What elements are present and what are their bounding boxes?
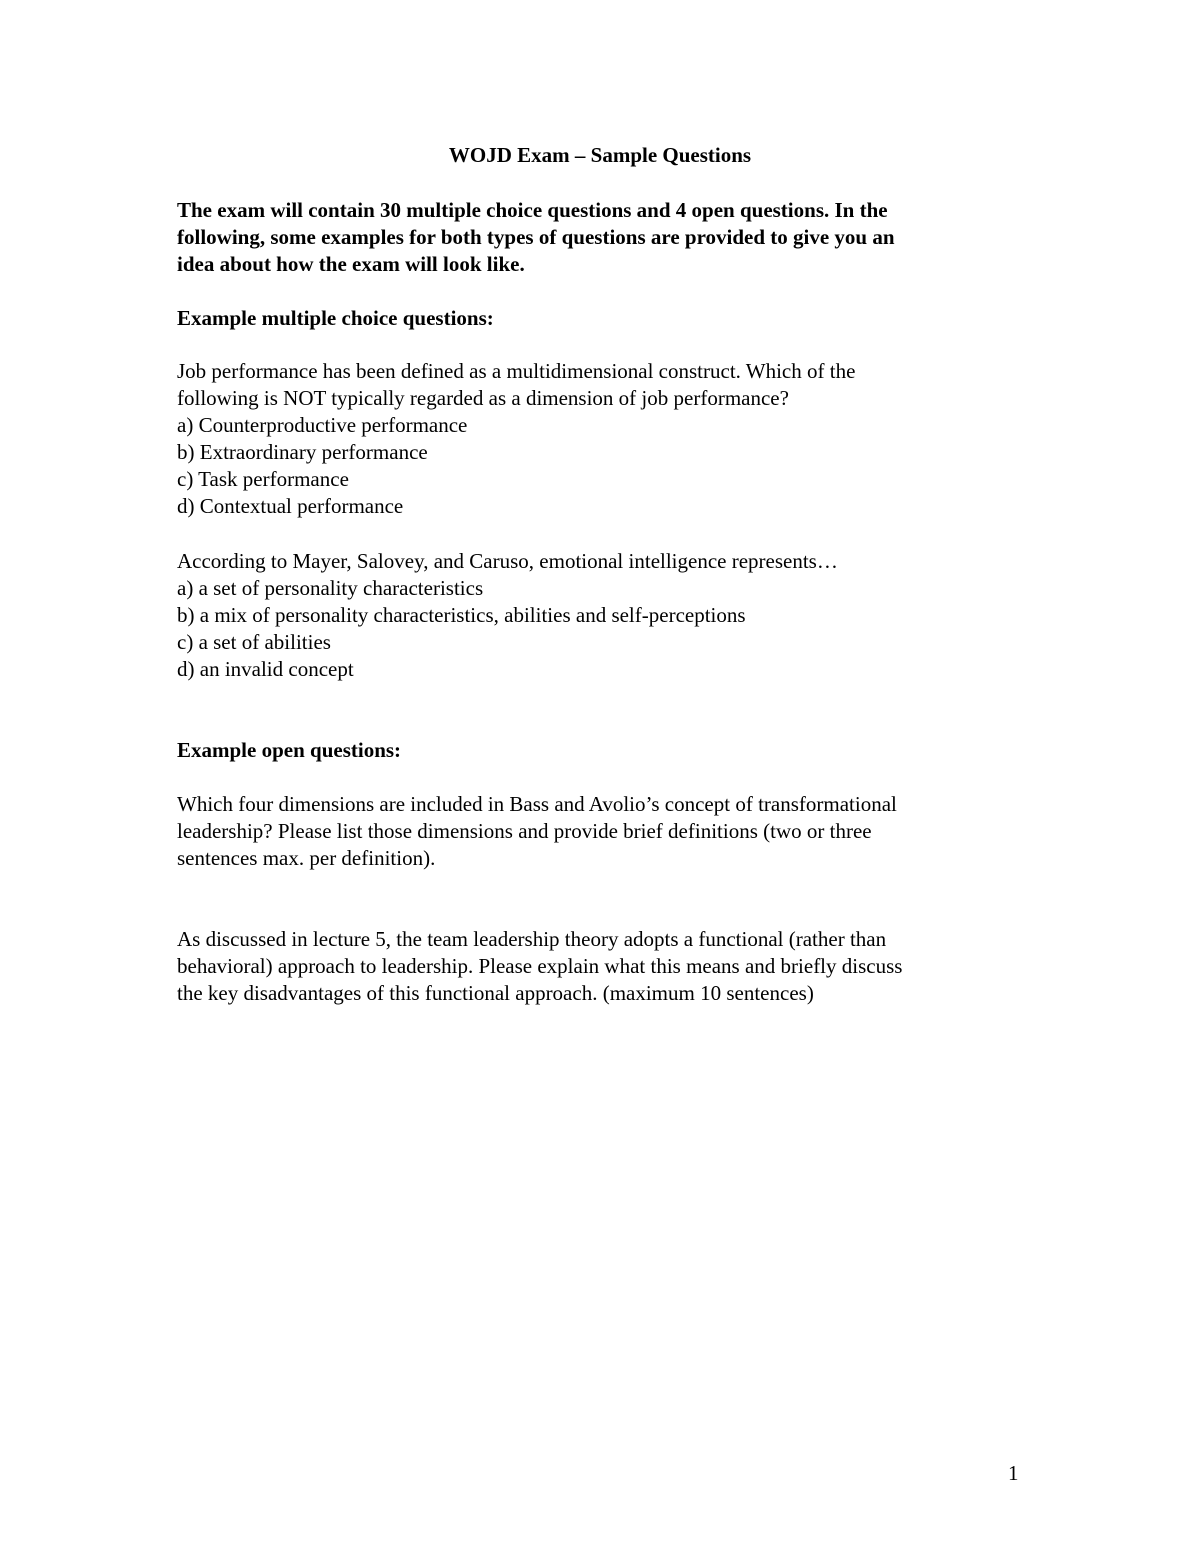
mc-question-2 xyxy=(177,548,1017,683)
question-line: leadership? Please list those dimensions and provide brief definitions (two or three xyxy=(177,819,872,843)
page-title: WOJD Exam – Sample Questions xyxy=(448,143,752,167)
question-stem-line: following is NOT typically regarded as a dimension of job performance? xyxy=(177,386,789,410)
intro-paragraph xyxy=(177,197,1017,278)
answer-option-d: d) Contextual performance xyxy=(177,494,404,518)
question-line: the key disadvantages of this functional approach. (maximum 10 sentences) xyxy=(177,981,814,1005)
question-stem-line: Job performance has been defined as a multidimensional construct. Which of the xyxy=(177,359,856,383)
question-line: As discussed in lecture 5, the team leadership theory adopts a functional (rather than xyxy=(177,927,887,951)
answer-option-c: c) Task performance xyxy=(177,467,349,491)
answer-option-d: d) an invalid concept xyxy=(177,657,354,681)
answer-option-b: b) a mix of personality characteristics, abilities and self-perceptions xyxy=(177,603,746,627)
intro-line: following, some examples for both types of questions are provided to give you an xyxy=(177,225,895,249)
intro-line: The exam will contain 30 multiple choice questions and 4 open questions. In the xyxy=(177,198,888,222)
open-section-heading: Example open questions: xyxy=(177,738,402,762)
mc-section-heading: Example multiple choice questions: xyxy=(177,306,494,330)
intro-line: idea about how the exam will look like. xyxy=(177,252,525,276)
answer-option-a: a) Counterproductive performance xyxy=(177,413,468,437)
answer-option-b: b) Extraordinary performance xyxy=(177,440,428,464)
answer-option-c: c) a set of abilities xyxy=(177,630,331,654)
question-line: sentences max. per definition). xyxy=(177,846,436,870)
mc-question-1 xyxy=(177,358,1017,520)
open-question-1 xyxy=(177,791,1017,872)
question-line: Which four dimensions are included in Bass and Avolio’s concept of transformational xyxy=(177,792,897,816)
open-question-2 xyxy=(177,926,1017,1007)
answer-option-a: a) a set of personality characteristics xyxy=(177,576,484,600)
question-stem-line: According to Mayer, Salovey, and Caruso, emotional intelligence represents… xyxy=(177,549,838,573)
question-line: behavioral) approach to leadership. Please explain what this means and briefly discuss xyxy=(177,954,903,978)
page-number: 1 xyxy=(1008,1461,1019,1485)
